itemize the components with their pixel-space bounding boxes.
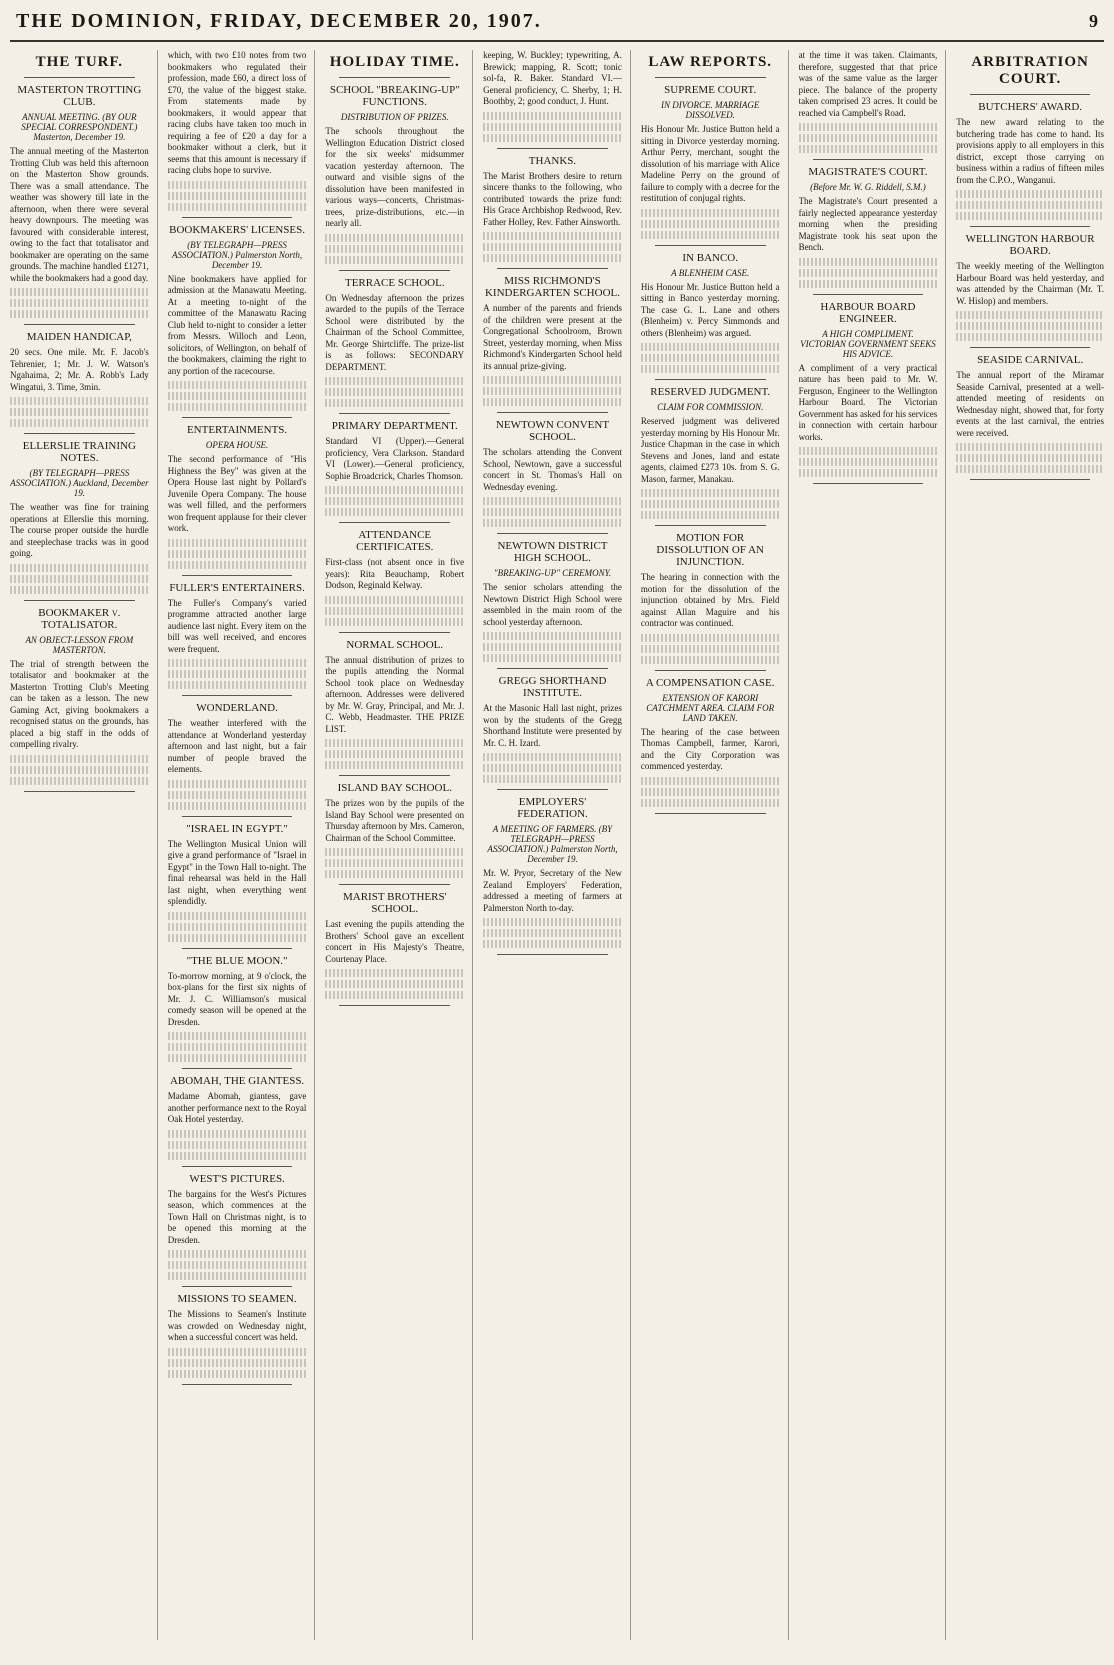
text-line-filler — [168, 791, 307, 799]
article-title: SEASIDE CARNIVAL. — [977, 354, 1084, 366]
article-divider — [655, 245, 766, 246]
text-line-filler — [325, 870, 464, 878]
article-text: To-morrow morning, at 9 o'clock, the box-plans for the first six nights of Mr. J. C. Williamson's musical comedy season will be opened at the Dresden. — [167, 970, 307, 1027]
text-line-filler — [799, 447, 938, 455]
article-text: Standard VI (Upper).—General proficiency, Vera Clarkson. Standard VI (Lower).—General proficiency, Sophie Broadcrick, Charles Thomson. — [325, 436, 465, 481]
article-title: NORMAL SCHOOL. — [346, 638, 444, 651]
article-text: The schools throughout the Wellington Education District closed for the six weeks' midsummer vacation yesterday afternoon. The outward and visible signs of the dissolution have been manifested in various ways—concerts, Christmas-trees, prize-distributions, etc.—in nearly all. — [325, 126, 465, 228]
text-line-filler — [483, 398, 622, 406]
article-text: Mr. W. Pryor, Secretary of the New Zealand Employers' Federation, addressed a meeting of farmers at Palmerston North to-day. — [483, 868, 622, 913]
article-byline: IN DIVORCE. MARRIAGE DISSOLVED. — [660, 100, 760, 120]
text-line-filler — [483, 376, 622, 384]
text-line-filler — [325, 497, 464, 505]
section-heading: HOLIDAY TIME. — [329, 54, 460, 70]
article-byline: (BY TELEGRAPH—PRESS ASSOCIATION.) Auckland, December 19. — [10, 468, 149, 498]
text-line-filler — [483, 929, 622, 937]
text-line-filler — [168, 1261, 307, 1269]
article-byline: DISTRIBUTION OF PRIZES. — [340, 112, 449, 122]
article-divider — [497, 954, 608, 955]
article-divider — [497, 668, 608, 669]
text-line-filler — [168, 802, 307, 810]
article-text: The annual distribution of prizes to the pupils attending the Normal School took place on Wednesday afternoon. Addresses were delivered by Mr. W. Gray, Principal, and Mr. J. C. Webb, Headmaster. THE PRIZE LIST. — [325, 654, 465, 734]
article-title: "ISRAEL IN EGYPT." — [186, 822, 288, 835]
text-line-filler — [168, 1130, 307, 1138]
text-line-filler — [10, 564, 149, 572]
article-text: The Fuller's Company's varied programme attracted another large audience last night. Every item on the bill was well received, and encores were frequent. — [167, 597, 307, 654]
article-divider — [339, 270, 450, 271]
article-title: HARBOUR BOARD ENGINEER. — [820, 300, 916, 325]
article-text: The annual meeting of the Masterton Trotting Club was held this afternoon on the Masterton Show grounds. There was a small attendance. The weather was showery till late in the afternoon, when there were several heavy downpours. The meeting was favoured with considerable interest, owing to the fact that totalisator and bookmaker are operating on the same grounds. The machine handled £1271, while the bookmakers had a good day. — [10, 146, 149, 283]
article-divider — [182, 695, 293, 696]
article-divider — [182, 948, 293, 949]
heading-rule — [24, 77, 135, 78]
text-line-filler — [325, 739, 464, 747]
text-line-filler — [325, 750, 464, 758]
text-line-filler — [641, 634, 780, 642]
article-text: keeping, W. Buckley; typewriting, A. Brewick; mapping, R. Scott; tonic sol-fa, R. Baker. Standard VI.—General proficiency, C. Sherby, 1; H. Boothby, 2; good conduct, J. Hunt. — [483, 50, 622, 106]
text-line-filler — [168, 1348, 307, 1356]
article-title: IN BANCO. — [682, 251, 739, 264]
article-divider — [182, 217, 293, 218]
article-text: A compliment of a very practical nature has been paid to Mr. W. Ferguson, Engineer to the Wellington Harbour Board. The Victorian Government has asked for his services in connection with certain harbour works. — [798, 362, 938, 442]
text-line-filler — [325, 486, 464, 494]
page-number: 9 — [1089, 11, 1098, 31]
article-divider — [497, 412, 608, 413]
text-line-filler — [483, 387, 622, 395]
text-line-filler — [10, 777, 149, 785]
text-line-filler — [483, 643, 622, 651]
article-text: The second performance of "His Highness the Bey" was given at the Opera House last night by Pollard's Juvenile Opera Company. The house was well filled, and the performers won frequent applause for their clever work. — [167, 454, 307, 533]
text-line-filler — [956, 322, 1104, 330]
text-line-filler — [483, 519, 622, 527]
text-line-filler — [483, 243, 622, 251]
text-line-filler — [641, 777, 780, 785]
text-line-filler — [168, 1043, 307, 1051]
article-text: Madame Abomah, giantess, gave another performance next to the Royal Oak Hotel yesterday. — [167, 1091, 307, 1124]
article-divider — [24, 791, 135, 792]
text-line-filler — [799, 258, 938, 266]
article-text: On Wednesday afternoon the prizes awarded to the pupils of the Terrace School were distributed by the Chairman of the School Committee, Mr. George Shirtcliffe. The prize-list is as follows: SECONDARY DEPARTMENT. — [325, 292, 465, 372]
article-divider — [497, 533, 608, 534]
text-line-filler — [641, 645, 780, 653]
text-line-filler — [168, 181, 307, 189]
text-line-filler — [325, 256, 464, 264]
article-text: His Honour Mr. Justice Button held a sitting in Divorce yesterday morning. Arthur Perry, merchant, sought the dissolution of his marriage with Alice Madeline Perry on the ground of failure to comply with a decree for the restitution of conjugal rights. — [640, 124, 780, 203]
article-divider — [970, 347, 1090, 348]
text-line-filler — [641, 511, 780, 519]
article-text: The Marist Brothers desire to return sincere thanks to the following, who contributed towards the prize fund: His Grace Archbishop Redwood, Rev. Father Holley, Rev. Father Ainsworth. — [483, 170, 622, 227]
text-line-filler — [325, 245, 464, 253]
article-title: PRIMARY DEPARTMENT. — [331, 420, 458, 432]
text-line-filler — [641, 656, 780, 664]
text-line-filler — [956, 465, 1104, 473]
text-line-filler — [168, 392, 307, 400]
text-line-filler — [641, 354, 780, 362]
article-title: ABOMAH, THE GIANTESS. — [169, 1075, 305, 1087]
text-line-filler — [956, 454, 1104, 462]
article-divider — [182, 1068, 293, 1069]
article-title: ISLAND BAY SCHOOL. — [337, 782, 452, 794]
article-divider — [339, 884, 450, 885]
article-title: GREGG SHORTHAND INSTITUTE. — [498, 675, 607, 699]
text-line-filler — [325, 761, 464, 769]
article-title: "THE BLUE MOON." — [186, 954, 288, 967]
article-title: EMPLOYERS' FEDERATION. — [517, 796, 588, 820]
section-heading: THE TURF. — [35, 54, 124, 70]
article-text: Nine bookmakers have applied for admission at the Manawatu Meeting. At a meeting to-night of the committee of the Manawatu Racing Club held to-night to consider a letter from Messrs. Willoch and Leon, solicitors, of Wellington, on behalf of the bookmakers, claiming the right to any portion of the racecourse. — [167, 273, 307, 376]
article-title: NEWTOWN DISTRICT HIGH SCHOOL. — [497, 540, 608, 564]
text-line-filler — [325, 618, 464, 626]
article-byline: ANNUAL MEETING. (BY OUR SPECIAL CORRESPONDENT.) Masterton, December 19. — [21, 112, 138, 142]
text-line-filler — [10, 408, 149, 416]
article-text: The prizes won by the pupils of the Island Bay School were presented on Thursday afternoon by Mrs. Cameron, Chairman of the School Committee. — [325, 798, 465, 843]
article-divider — [339, 413, 450, 414]
text-line-filler — [168, 1032, 307, 1040]
text-line-filler — [168, 1370, 307, 1378]
text-line-filler — [325, 859, 464, 867]
article-divider — [24, 324, 135, 325]
article-divider — [182, 1286, 293, 1287]
heading-rule — [970, 94, 1090, 95]
text-line-filler — [168, 1250, 307, 1258]
text-line-filler — [325, 388, 464, 396]
article-title: BOOKMAKERS' LICENSES. — [169, 223, 305, 236]
article-divider — [182, 1384, 293, 1385]
text-line-filler — [483, 112, 622, 120]
article-divider — [813, 294, 924, 295]
text-line-filler — [168, 780, 307, 788]
article-divider — [182, 575, 293, 576]
column-4 — [483, 50, 631, 1640]
masthead — [10, 10, 1104, 42]
heading-rule — [339, 77, 450, 78]
text-line-filler — [325, 969, 464, 977]
article-byline: A BLENHEIM CASE. — [671, 267, 750, 278]
column-5 — [641, 50, 789, 1640]
text-line-filler — [168, 934, 307, 942]
text-line-filler — [799, 469, 938, 477]
article-text: The Magistrate's Court presented a fairly neglected appearance yesterday morning when the presiding Magistrate took his seat upon the Bench. — [798, 196, 938, 252]
article-text: The annual report of the Miramar Seaside Carnival, presented at a well-attended meeting of residents on Wednesday night, showed that, for forty events at the last carnival, the entries were received. — [956, 370, 1104, 438]
text-line-filler — [799, 269, 938, 277]
text-line-filler — [325, 991, 464, 999]
column-1 — [10, 50, 158, 1640]
text-line-filler — [325, 399, 464, 407]
article-text: His Honour Mr. Justice Button held a sitting in Banco yesterday morning. The case G. L. Lane and others (Blenheim) v. Percy Simmonds and others (Blenheim) was argued. — [640, 281, 780, 338]
article-text: Reserved judgment was delivered yesterday morning by His Honour Mr. Justice Chapman in the case in which Stevens and Jones, land and estate agents, claimed £273 10s. from S. G. Mason, farmer, Manakau. — [640, 416, 780, 484]
section-heading: ARBITRATION COURT. — [971, 54, 1089, 87]
article-title: WONDERLAND. — [196, 702, 278, 714]
text-line-filler — [483, 134, 622, 142]
text-line-filler — [483, 123, 622, 131]
text-line-filler — [10, 575, 149, 583]
text-line-filler — [641, 500, 780, 508]
masthead-title: THE DOMINION, FRIDAY, DECEMBER 20, 1907. — [16, 10, 542, 32]
text-line-filler — [168, 659, 307, 667]
text-line-filler — [483, 753, 622, 761]
article-title: MARIST BROTHERS' SCHOOL. — [343, 891, 447, 915]
text-line-filler — [641, 365, 780, 373]
column-6 — [799, 50, 947, 1640]
text-line-filler — [483, 918, 622, 926]
text-line-filler — [483, 497, 622, 505]
article-divider — [970, 479, 1090, 480]
article-text: The bargains for the West's Pictures season, which commences at the Town Hall on Christmas night, is to be opened this morning at the Dresden. — [167, 1188, 307, 1245]
article-title: NEWTOWN CONVENT SCHOOL. — [495, 419, 610, 443]
text-line-filler — [956, 212, 1104, 220]
heading-rule — [655, 77, 766, 78]
article-text: Last evening the pupils attending the Brothers' School gave an excellent concert in His Majesty's Theatre, Courtenay Place. — [325, 919, 465, 964]
article-title: RESERVED JUDGMENT. — [650, 386, 771, 398]
text-line-filler — [168, 1359, 307, 1367]
text-line-filler — [325, 508, 464, 516]
article-text: The new award relating to the butchering trade has come to hand. Its provisions apply to all employers in this district, except those carrying on business within a radius of fifteen miles from the C.P.O., Wanganui. — [956, 117, 1104, 185]
article-text: A number of the parents and friends of the children were present at the Congregational Schoolroom, Brown Street, yesterday morning, when Miss Richmond's Kindergarten School held its annual prize-giving. — [483, 303, 622, 371]
article-divider — [655, 525, 766, 526]
section-heading: LAW REPORTS. — [648, 54, 773, 70]
text-line-filler — [799, 145, 938, 153]
article-title: ATTENDANCE CERTIFICATES. — [356, 529, 434, 553]
article-byline: CLAIM FOR COMMISSION. — [657, 402, 764, 412]
text-line-filler — [483, 775, 622, 783]
text-line-filler — [956, 190, 1104, 198]
article-divider — [339, 632, 450, 633]
text-line-filler — [483, 654, 622, 662]
column-2 — [168, 50, 316, 1640]
article-title: WELLINGTON HARBOUR BOARD. — [965, 233, 1095, 257]
article-divider — [655, 813, 766, 814]
text-line-filler — [483, 254, 622, 262]
article-title: MASTERTON TROTTING CLUB. — [17, 84, 142, 108]
text-line-filler — [483, 632, 622, 640]
article-title: THANKS. — [528, 154, 577, 167]
text-line-filler — [168, 1054, 307, 1062]
article-divider — [813, 159, 924, 160]
article-divider — [182, 816, 293, 817]
text-line-filler — [168, 203, 307, 211]
text-line-filler — [641, 209, 780, 217]
text-line-filler — [641, 788, 780, 796]
text-line-filler — [641, 220, 780, 228]
text-line-filler — [10, 288, 149, 296]
text-line-filler — [168, 1141, 307, 1149]
text-line-filler — [325, 596, 464, 604]
text-line-filler — [10, 586, 149, 594]
article-byline: "BREAKING-UP" CEREMONY. — [493, 568, 612, 578]
text-line-filler — [956, 333, 1104, 341]
article-divider — [339, 522, 450, 523]
article-text: at the time it was taken. Claimants, therefore, suggested that that price was of the same value as the larger piece. The balance of the property taken comprised 23 acres. It could be reached via Campbell's Road. — [798, 50, 938, 118]
article-text: 20 secs. One mile. Mr. F. Jacob's Tehrenier, 1; Mr. J. W. Watson's Ngahaima, 2; Mr. A. Robb's Lady Wingatui, 3. Time, 3min. — [10, 347, 149, 392]
text-line-filler — [799, 123, 938, 131]
article-divider — [655, 670, 766, 671]
article-text: At the Masonic Hall last night, prizes won by the students of the Gregg Shorthand Institute were presented by Mr. C. H. Izard. — [483, 703, 622, 748]
article-divider — [497, 789, 608, 790]
article-title: MAGISTRATE'S COURT. — [808, 166, 928, 178]
text-line-filler — [10, 310, 149, 318]
text-line-filler — [483, 232, 622, 240]
article-divider — [497, 268, 608, 269]
article-title: MAIDEN HANDICAP, — [26, 331, 132, 343]
text-line-filler — [168, 670, 307, 678]
text-line-filler — [168, 403, 307, 411]
text-line-filler — [168, 912, 307, 920]
article-title: MISS RICHMOND'S KINDERGARTEN SCHOOL. — [484, 275, 620, 299]
text-line-filler — [325, 377, 464, 385]
article-byline: A HIGH COMPLIMENT. VICTORIAN GOVERNMENT SEEKS HIS ADVICE. — [800, 328, 936, 359]
article-title: ELLERSLIE TRAINING NOTES. — [22, 440, 136, 464]
text-line-filler — [168, 1272, 307, 1280]
text-line-filler — [483, 940, 622, 948]
article-text: The senior scholars attending the Newtown District High School were assembled in the main room of the school yesterday afternoon. — [483, 582, 622, 627]
text-line-filler — [799, 458, 938, 466]
text-line-filler — [10, 397, 149, 405]
article-divider — [339, 1005, 450, 1006]
text-line-filler — [10, 299, 149, 307]
text-line-filler — [168, 561, 307, 569]
text-line-filler — [325, 607, 464, 615]
article-title: SUPREME COURT. — [664, 84, 757, 96]
article-text: The hearing in connection with the motion for the dissolution of the injunction obtained by Mrs. Field against Allan Maguire and his contractor was continued. — [640, 572, 780, 628]
text-line-filler — [956, 201, 1104, 209]
article-text: The Missions to Seamen's Institute was crowded on Wednesday night, when a successful concert was held. — [167, 1309, 307, 1342]
text-line-filler — [168, 1152, 307, 1160]
article-title: BOOKMAKER v. TOTALISATOR. — [38, 606, 121, 631]
article-title: FULLER'S ENTERTAINERS. — [169, 581, 305, 594]
article-text: which, with two £10 notes from two bookmakers who regulated their profession, made £60, a direct loss of £70, the value of the biggest stake. From statements made by bookmakers, it would appear that racing clubs have taken too much in requiring a fee of £20 a day for a bookmaker without a clerk, but it seems that this amount is necessary if racing clubs hope to survive. — [167, 50, 307, 175]
text-line-filler — [325, 234, 464, 242]
article-title: MISSIONS TO SEAMEN. — [177, 1293, 297, 1305]
article-divider — [182, 1166, 293, 1167]
article-text: First-class (not absent once in five years): Rita Beauchamp, Robert Dodson, Reginald Kelway. — [325, 557, 465, 590]
article-text: The Wellington Musical Union will give a grand performance of "Israel in Egypt" in the Town Hall to-night. The final rehearsal was held in the Hall last night, when everything went splendidly. — [167, 838, 307, 906]
text-line-filler — [168, 681, 307, 689]
text-line-filler — [641, 489, 780, 497]
text-line-filler — [799, 134, 938, 142]
text-line-filler — [799, 280, 938, 288]
newspaper-page — [10, 10, 1104, 1645]
article-divider — [655, 379, 766, 380]
text-line-filler — [168, 192, 307, 200]
article-title: SCHOOL "BREAKING-UP" FUNCTIONS. — [329, 84, 460, 108]
article-text: The weather was fine for training operations at Ellerslie this morning. The course proper outside the hurdle and steeplechase tracks was in good going. — [10, 502, 149, 558]
columns — [10, 50, 1104, 1640]
article-title: ENTERTAINMENTS. — [186, 424, 288, 436]
article-divider — [24, 433, 135, 434]
article-title: WEST'S PICTURES. — [189, 1172, 285, 1185]
article-divider — [970, 226, 1090, 227]
article-title: MOTION FOR DISSOLUTION OF AN INJUNCTION. — [656, 532, 764, 568]
article-divider — [24, 600, 135, 601]
text-line-filler — [168, 550, 307, 558]
text-line-filler — [641, 343, 780, 351]
column-7 — [956, 50, 1104, 1640]
article-text: The weather interfered with the attendance at Wonderland yesterday afternoon and last night, but a fair number of people braved the elements. — [167, 718, 307, 774]
article-divider — [339, 775, 450, 776]
article-divider — [497, 148, 608, 149]
article-text: The weekly meeting of the Wellington Harbour Board was held yesterday, and was attended by the Chairman (Mr. T. W. Hislop) and members. — [956, 261, 1104, 306]
article-byline: (BY TELEGRAPH—PRESS ASSOCIATION.) Palmerston North, December 19. — [171, 239, 303, 270]
article-byline: AN OBJECT-LESSON FROM MASTERTON. — [25, 634, 134, 655]
column-3 — [325, 50, 473, 1640]
article-text: The scholars attending the Convent School, Newtown, gave a successful concert in St. Thomas's Hall on Wednesday evening. — [483, 447, 622, 492]
text-line-filler — [483, 764, 622, 772]
article-divider — [182, 417, 293, 418]
text-line-filler — [325, 980, 464, 988]
article-byline: A MEETING OF FARMERS. (BY TELEGRAPH—PRESS ASSOCIATION.) Palmerston North, December 19. — [487, 824, 618, 864]
text-line-filler — [483, 508, 622, 516]
article-byline: EXTENSION OF KARORI CATCHMENT AREA. CLAIM FOR LAND TAKEN. — [646, 692, 775, 723]
article-text: The trial of strength between the totalisator and bookmaker at the Masterton Trotting Club's Meeting can be taken as a lesson. The new Gaming Act, giving bookmakers a recognised status on the grounds, has placed a big staff in the odds of compelling rivalry. — [10, 658, 149, 749]
text-line-filler — [168, 539, 307, 547]
text-line-filler — [10, 755, 149, 763]
text-line-filler — [10, 766, 149, 774]
text-line-filler — [325, 848, 464, 856]
article-byline: (Before Mr. W. G. Riddell, S.M.) — [810, 182, 926, 192]
text-line-filler — [641, 231, 780, 239]
text-line-filler — [956, 443, 1104, 451]
article-text: The hearing of the case between Thomas Campbell, farmer, Karori, and the City Corporation was commenced yesterday. — [640, 726, 780, 771]
text-line-filler — [168, 923, 307, 931]
article-divider — [813, 483, 924, 484]
text-line-filler — [641, 799, 780, 807]
article-title: A COMPENSATION CASE. — [645, 676, 775, 689]
article-title: TERRACE SCHOOL. — [344, 276, 445, 289]
text-line-filler — [168, 381, 307, 389]
article-title: BUTCHERS' AWARD. — [978, 101, 1083, 113]
text-line-filler — [956, 311, 1104, 319]
article-byline: OPERA HOUSE. — [205, 440, 269, 450]
text-line-filler — [10, 419, 149, 427]
